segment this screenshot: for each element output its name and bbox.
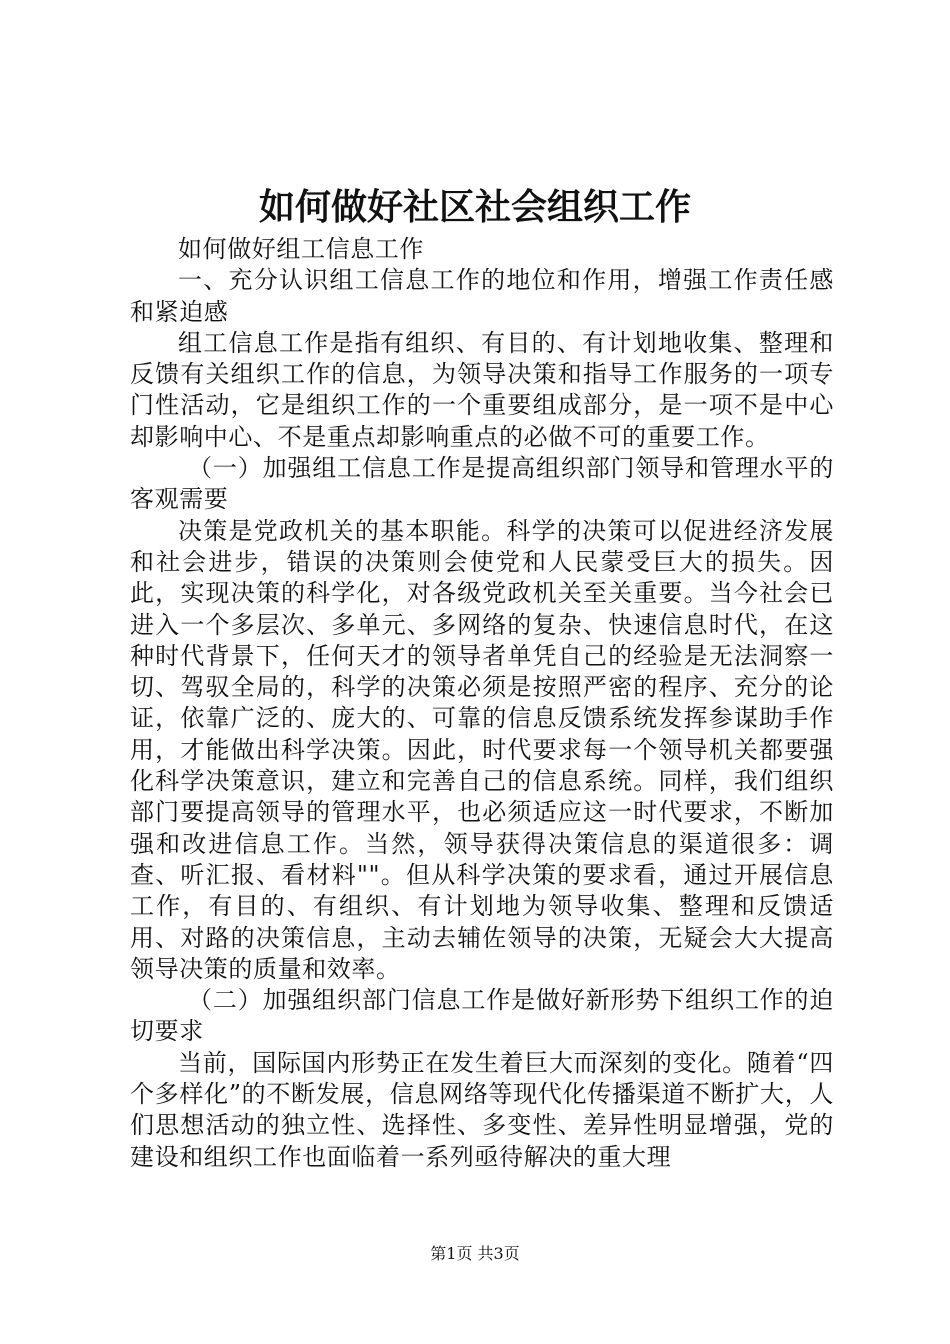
- document-body: [130, 234, 834, 1173]
- document-title: 如何做好社区社会组织工作: [258, 186, 691, 228]
- page-number-footer: 第1页 共3页: [430, 1244, 520, 1263]
- paragraph-subheading-1: （一）加强组工信息工作是提高组织部门领导和管理水平的客观需要: [130, 454, 834, 514]
- paragraph-section-heading: 一、充分认识组工信息工作的地位和作用，增强工作责任感和紧迫感: [130, 266, 834, 326]
- paragraph-current-situation: 当前，国际国内形势正在发生着巨大而深刻的变化。随着“四个多样化”的不断发展，信息网络等现代化传播渠道不断扩大，人们思想活动的独立性、选择性、多变性、差异性明显增强，党的建设和组织工作也面临着一系列亟待解决的重大理: [130, 1048, 834, 1171]
- paragraph-subtitle: 如何做好组工信息工作: [178, 235, 424, 263]
- paragraph-subheading-2: （二）加强组织部门信息工作是做好新形势下组织工作的迫切要求: [130, 986, 834, 1046]
- paragraph-definition: 组工信息工作是指有组织、有目的、有计划地收集、整理和反馈有关组织工作的信息，为领导决策和指导工作服务的一项专门性活动，它是组织工作的一个重要组成部分，是一项不是中心却影响中心、不是重点却影响重点的必做不可的重要工作。: [130, 328, 834, 451]
- paragraph-decision-making: 决策是党政机关的基本职能。科学的决策可以促进经济发展和社会进步，错误的决策则会使党和人民蒙受巨大的损失。因此，实现决策的科学化，对各级党政机关至关重要。当今社会已进入一个多层次、多单元、多网络的复杂、快速信息时代，在这种时代背景下，任何天才的领导者单凭自己的经验是无法洞察一切、驾驭全局的，科学的决策必须是按照严密的程序、充分的论证，依靠广泛的、庞大的、可靠的信息反馈系统发挥参谋助手作用，才能做出科学决策。因此，时代要求每一个领导机关都要强化科学决策意识，建立和完善自己的信息系统。同样，我们组织部门要提高领导的管理水平，也必须适应这一时代要求，不断加强和改进信息工作。当然，领导获得决策信息的渠道很多：调查、听汇报、看材料""。但从科学决策的要求看，通过开展信息工作，有目的、有组织、有计划地为领导收集、整理和反馈适用、对路的决策信息，主动去辅佐领导的决策，无疑会大大提高领导决策的质量和效率。: [130, 516, 834, 983]
